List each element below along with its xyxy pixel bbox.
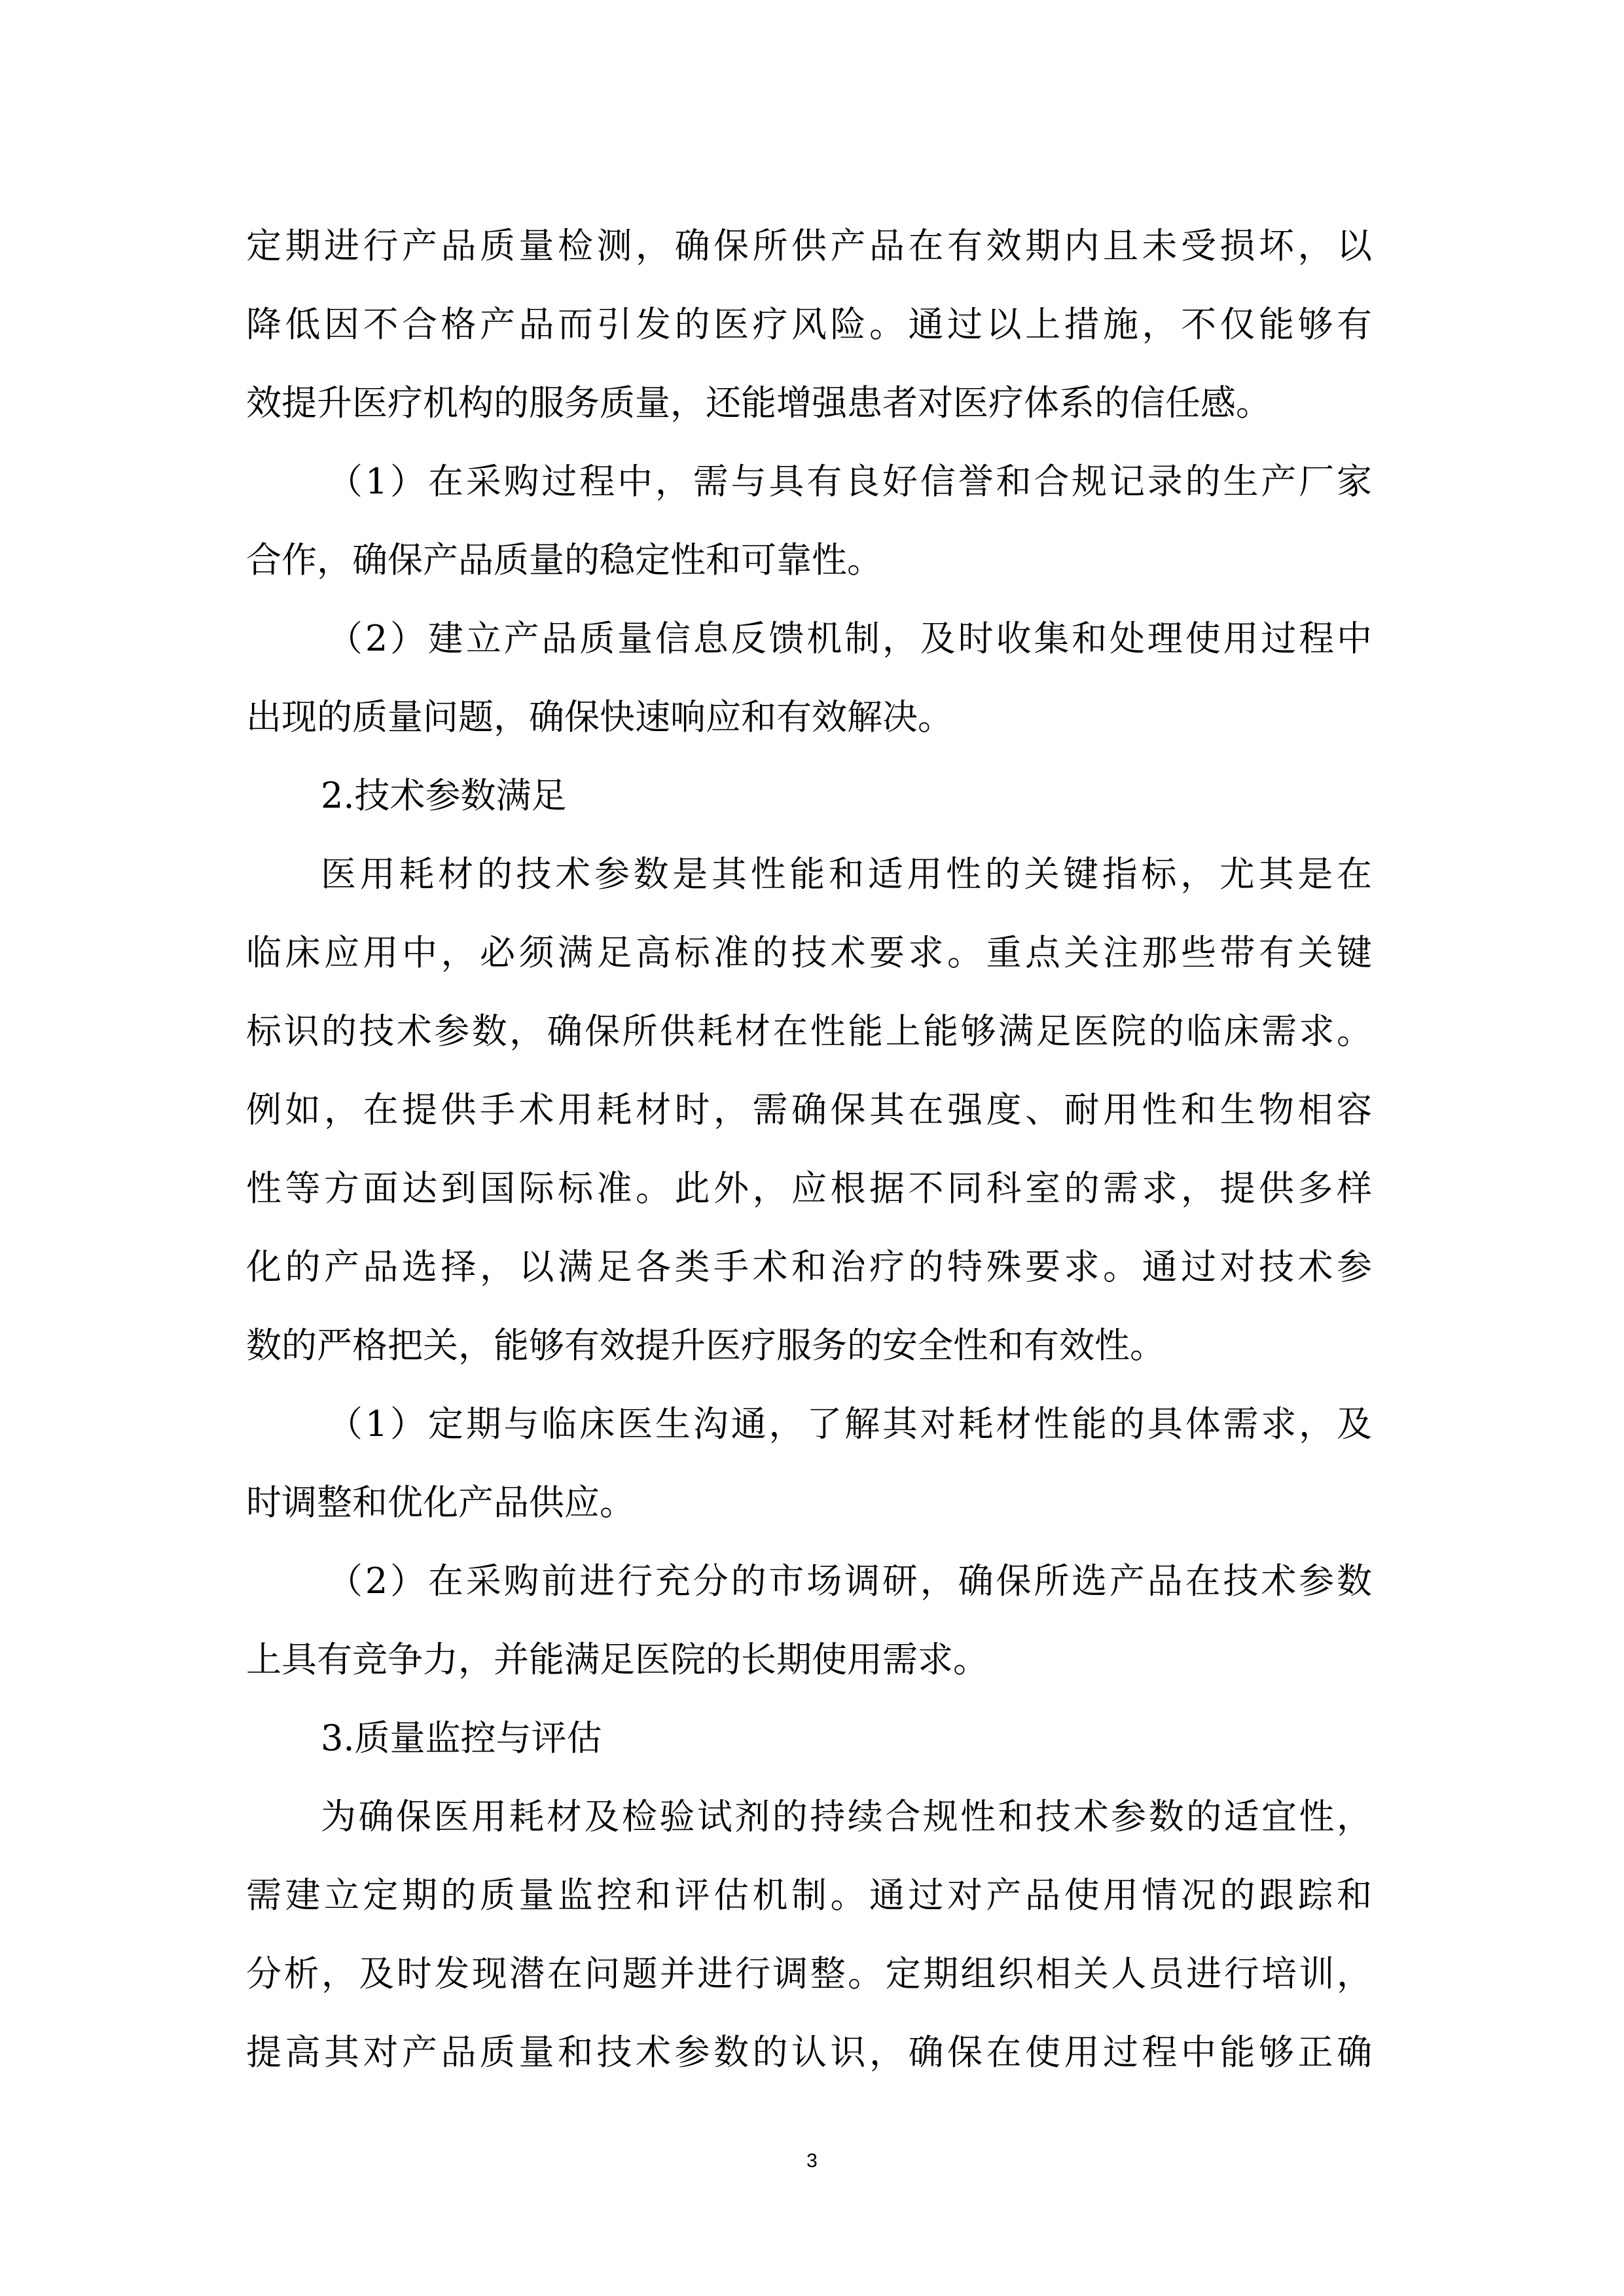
section-heading: 3.质量监控与评估 <box>321 1717 602 1759</box>
paragraph-line: 定期进行产品质量检测，确保所供产品在有效期内且未受损坏，以 <box>246 225 1372 266</box>
paragraph-line: 效提升医疗机构的服务质量，还能增强患者对医疗体系的信任感。 <box>246 382 1271 423</box>
paragraph-line: 分析，及时发现潜在问题并进行调整。定期组织相关人员进行培训， <box>246 1953 1372 1994</box>
paragraph-line: 临床应用中，必须满足高标准的技术要求。重点关注那些带有关键 <box>246 932 1372 973</box>
paragraph-line: 降低因不合格产品而引发的医疗风险。通过以上措施，不仅能够有 <box>246 304 1372 345</box>
list-item-line: （2）在采购前进行充分的市场调研，确保所选产品在技术参数 <box>327 1560 1372 1602</box>
paragraph-line: 为确保医用耗材及检验试剂的持续合规性和技术参数的适宜性， <box>321 1796 1372 1837</box>
list-item-line: 上具有竞争力，并能满足医院的长期使用需求。 <box>246 1639 988 1680</box>
page-number: 3 <box>806 2150 818 2172</box>
list-item-line: 时调整和优化产品供应。 <box>246 1482 635 1523</box>
section-heading: 2.技术参数满足 <box>321 775 567 816</box>
paragraph-line: 性等方面达到国际标准。此外，应根据不同科室的需求，提供多样 <box>246 1168 1372 1209</box>
paragraph-line: 标识的技术参数，确保所供耗材在性能上能够满足医院的临床需求。 <box>246 1011 1372 1052</box>
list-item-line: 出现的质量问题，确保快速响应和有效解决。 <box>246 696 953 738</box>
paragraph-line: 例如，在提供手术用耗材时，需确保其在强度、耐用性和生物相容 <box>246 1089 1372 1130</box>
paragraph-line: 数的严格把关，能够有效提升医疗服务的安全性和有效性。 <box>246 1325 1165 1366</box>
paragraph-line: 需建立定期的质量监控和评估机制。通过对产品使用情况的跟踪和 <box>246 1874 1372 1916</box>
list-item-line: 合作，确保产品质量的稳定性和可靠性。 <box>246 539 882 581</box>
paragraph-line: 化的产品选择，以满足各类手术和治疗的特殊要求。通过对技术参 <box>246 1246 1372 1287</box>
list-item-line: （1）定期与临床医生沟通，了解其对耗材性能的具体需求，及 <box>327 1403 1372 1444</box>
paragraph-line: 提高其对产品质量和技术参数的认识，确保在使用过程中能够正确 <box>246 2032 1372 2073</box>
paragraph-line: 医用耗材的技术参数是其性能和适用性的关键指标，尤其是在 <box>321 853 1372 895</box>
list-item-line: （1）在采购过程中，需与具有良好信誉和合规记录的生产厂家 <box>327 461 1372 502</box>
list-item-line: （2）建立产品质量信息反馈机制，及时收集和处理使用过程中 <box>327 618 1372 659</box>
